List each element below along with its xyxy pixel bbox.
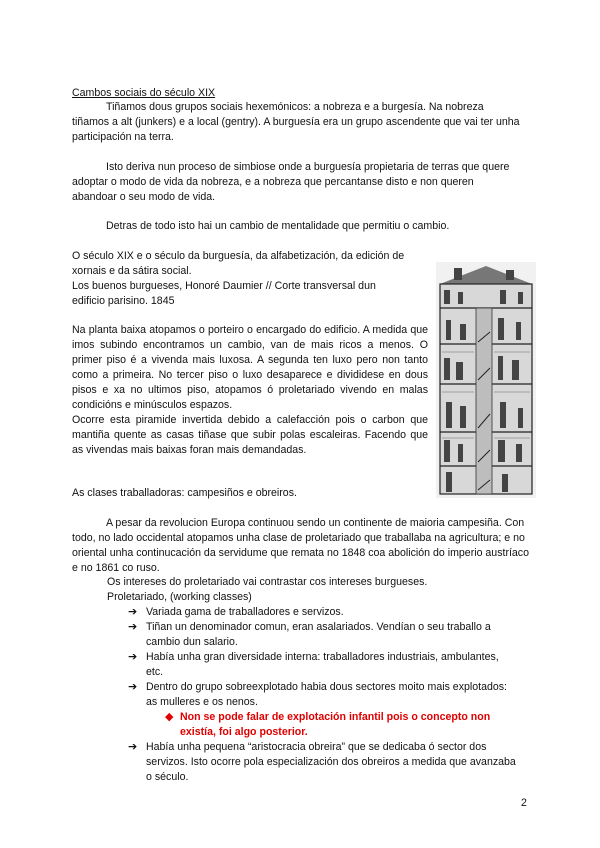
list-item: ➔ Tiñan un denominador comun, eran asalariados. Vendían o seu traballo a cambio dun salario. [128, 621, 491, 648]
proletariat-bullet-list [128, 605, 518, 785]
arrow-bullet-icon: ➔ [128, 651, 138, 663]
paragraph-building-floors: Na planta baixa atopamos o porteiro o encargado do edificio. A medida que imos subindo encontramos un cambio, van de mais ricos a menos. O primer piso é a vivenda mais luxosa. A segunda ten luxo pero non tanto como a primeira. No tercer piso o luxo desaparece e divididese en dous pisos e xa no ultimos piso, atopamos ó proletariado vivendo en malas condicións e minúsculos espazos. [72, 324, 428, 411]
diamond-bullet-icon: ◆ [165, 711, 174, 723]
paragraph-century-bourgeoisie [72, 249, 432, 309]
page-number: 2 [521, 797, 527, 809]
paragraph-inverted-pyramid: Ocorre esta piramide invertida debido a calefacción pois o carbon que mantiña quente as casas tiñase que subir polas escaleiras. Facendo que as vivendas mais baixas foran mais demandadas. [72, 414, 428, 456]
paragraph-proletariat-label: Proletariado, (working classes) [107, 591, 252, 603]
arrow-bullet-icon: ➔ [128, 681, 138, 693]
paragraph-symbiosis: Isto deriva nun proceso de simbiose onde a burguesía propietaria de terras que quere adoptar o modo de vida da nobreza, e a nobreza que percantanse disto e non queren abandoar o seu modo de vida. [72, 161, 510, 203]
century-line-2: xornais e da sátira social. [72, 265, 192, 277]
daumier-building-cross-section-illustration [436, 262, 536, 498]
section-heading-working-classes: As clases traballadoras: campesiños e obreiros. [72, 487, 297, 499]
century-line-1: O século XIX e o século da burguesía, da alfabetización, da edición de [72, 250, 405, 262]
paragraph-peasant-majority: A pesar da revolucion Europa continuou sendo un continente de maioria campesiña. Con todo, no lado occidental atopamos unha clase de proletariado que traballaba na agricultura; e no oriental unha continucación da servidume que remata no 1848 coa abolición do imperio austríaco e no 1861 co ruso. [72, 517, 529, 574]
list-item: ➔ Variada gama de traballadores e servizos. [128, 606, 344, 618]
list-item: ➔ Había unha gran diversidade interna: traballadores industriais, ambulantes, etc. [128, 651, 499, 678]
paragraph-hegemonic-groups: Tiñamos dous grupos sociais hexemónicos: a nobreza e a burgesía. Na nobreza tiñamos a alt (junkers) e a local (gentry). A burguesía era un grupo ascendente que vai ter unha participación na terra. [72, 101, 520, 143]
image-caption-line-1: Los buenos burgueses, Honoré Daumier // Corte transversal dun [72, 280, 376, 292]
section-heading-social-changes: Cambos sociais do século XIX [72, 87, 216, 99]
image-caption-line-2: edificio parisino. 1845 [72, 295, 175, 307]
child-labor-note: ◆ Non se pode falar de explotación infantil pois o concepto non existía, foi algo posterior. [165, 711, 491, 738]
arrow-bullet-icon: ➔ [128, 606, 138, 618]
list-item: ➔ Había unha pequena “aristocracia obreira” que se dedicaba ó sector dos servizos. Isto ocorre pola especialización dos obreiros a medida que avanzaba o século. [128, 741, 516, 783]
arrow-bullet-icon: ➔ [128, 621, 138, 633]
paragraph-proletariat-interests: Os intereses do proletariado vai contrastar cos intereses burgueses. [107, 576, 428, 588]
arrow-bullet-icon: ➔ [128, 741, 138, 753]
paragraph-mentality-change: Detras de todo isto hai un cambio de mentalidade que permitiu o cambio. [106, 220, 450, 232]
list-item: ➔ Dentro do grupo sobreexplotado habia dous sectores moito mais explotados: as mulleres e os nenos. [128, 681, 507, 708]
